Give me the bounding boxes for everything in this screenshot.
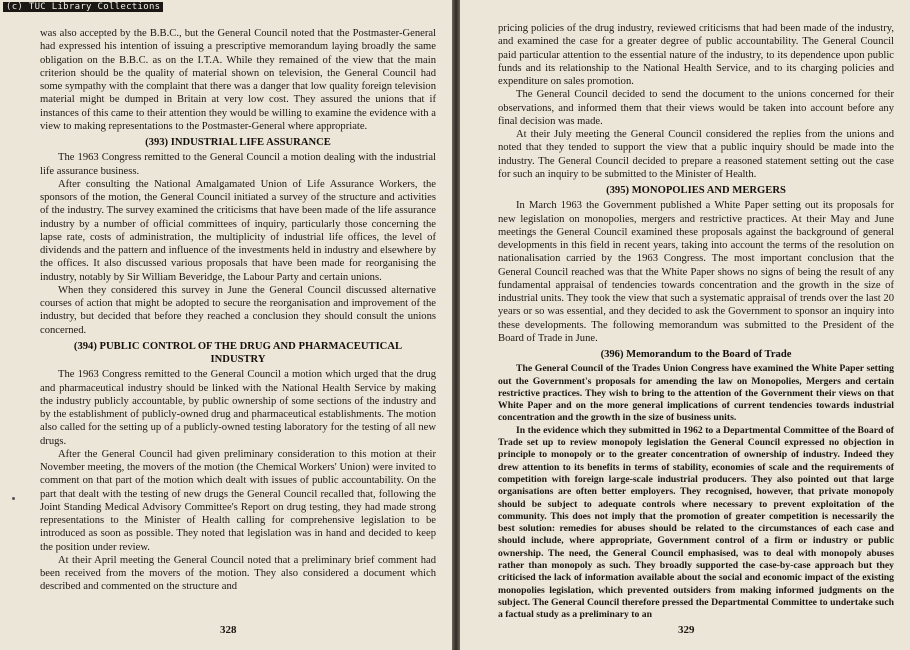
heading-394 bbox=[40, 340, 436, 367]
left-page bbox=[0, 0, 452, 650]
margin-dot bbox=[12, 497, 15, 500]
left-intro-paragraph: was also accepted by the B.B.C., but the General Council noted that the Postmaster-General had expressed his intention of issuing a prescriptive memorandum laying broadly the same obligation on the B.B.C. as on the I.T.A. While they remained of the view that the main criterion should be the quality of material shown on television, the General Council had some sympathy with the complaint that there was a danger that low quality foreign television material might be dumped in Britain at very low cost. They assured the unions that if instances of this came to their attention they would be willing to examine the evidence with a view to making representations to the Postmaster-General where appropriate. bbox=[40, 28, 436, 132]
paragraph-394-1: The 1963 Congress remitted to the General Council a motion which urged that the drug and pharmaceutical industry should be linked with the National Health Service by making the industry publicly accountable, by public ownership of some sections of the industry and by the establishment of publicly-owned drug and pharmaceutical establishments. The motion also called for the setting up of a publicly-owned testing laboratory for the testing of all new drugs. bbox=[40, 369, 436, 447]
heading-393: (393) INDUSTRIAL LIFE ASSURANCE bbox=[145, 137, 331, 148]
right-page bbox=[460, 0, 910, 650]
book-gutter bbox=[452, 0, 460, 650]
copyright-watermark: (c) TUC Library Collections bbox=[3, 2, 163, 12]
paragraph-395-1: In March 1963 the Government published a White Paper setting out its proposals for new legislation on monopolies, mergers and restrictive practices. At their May and June meetings the General Council examined these proposals against the background of general developments in this field in recent years, taking into account the terms of the resolution on nationalisation carried by the 1963 Congress. The most important conclusion that the General Council reached was that the White Paper shows no signs of being the result of any fundamental appraisal of tendencies towards concentration and the growth in the size of industrial units. They took the view that such a systematic appraisal of trends over the last 20 years or so was essential, and they decided to ask the Government to sponsor an inquiry into these developments. The following memorandum was submitted to the President of the Board of Trade in June. bbox=[498, 200, 894, 344]
paragraph-394-5: At their July meeting the General Council considered the replies from the unions and noted that they tended to support the view that a public inquiry should be made into the industry. The General Council decided to prepare a reasoned statement setting out the case for such an inquiry to be submitted to the Minister of Health. bbox=[498, 129, 894, 180]
heading-395: (395) MONOPOLIES AND MERGERS bbox=[606, 185, 786, 196]
paragraph-394-4: The General Council decided to send the document to the unions concerned for their observations, and informed them that their views would be taken into account before any final decision was made. bbox=[498, 89, 894, 127]
memo-paragraph-1: The General Council of the Trades Union Congress have examined the White Paper setting out the Government's proposals for amending the law on Monopolies, Mergers and certain restrictive practices. They wish to bring to the attention of the Government their views on that White Paper and on the more general implications of current tendencies towards industrial concentration and the growth in the size of business units. bbox=[498, 363, 894, 424]
memo-paragraph-2: In the evidence which they submitted in 1962 to a Departmental Committee of the Board of Trade set up to review monopoly legislation the General Council expressed no objection in principle to monopoly or to the greater concentration of ownership of industry. Indeed they drew attention to its benefits in terms of stability, economies of scale and the requirements of competition with foreign large-scale industrial producers. They also pointed out that large organisations are often better employers. They recognised, however, that private monopoly should be subject to adequate controls where necessary to prevent exploitation of the community. This does not imply that the promotion of greater competition is necessarily the best solution: remedies for abuses should be related to the circumstances of each case and should include, where appropriate, Government control of a firm or industry or public ownership. The need, the General Council emphasised, was to deal with monopoly abuses rather than monopoly as such. They broadly supported the case-by-case approach but they criticised the lack of information available about the social and economic impact of the existing monopolies legislation, which prevented outsiders from making informed judgments on the subject. The General Council therefore pressed the Departmental Committee to undertake such a factual study as a preliminary to an bbox=[498, 424, 894, 621]
paragraph-393-3: When they considered this survey in June the General Council discussed alternative courses of action that might be adopted to secure the reorganisation and improvement of the industry, but decided that before they reached a conclusion they should consult the unions concerned. bbox=[40, 284, 436, 336]
right-intro-paragraph: pricing policies of the drug industry, reviewed criticisms that had been made of the industry, and examined the case for a greater degree of public accountability. The General Council paid particular attention to the essential nature of the industry, to its dependence upon public funds and its relationship to the National Health Service, and to its charging policies and expenditure on sales promotion. bbox=[498, 23, 894, 87]
heading-394-line2: INDUSTRY bbox=[210, 354, 266, 365]
heading-394-line1: (394) PUBLIC CONTROL OF THE DRUG AND PHARMACEUTICAL bbox=[73, 340, 403, 352]
left-page-number: 328 bbox=[220, 624, 237, 636]
right-page-number: 329 bbox=[678, 624, 695, 636]
paragraph-394-3: At their April meeting the General Council noted that a preliminary brief comment had been received from the movers of the motion. They also considered a document which described and commented on the structure and bbox=[40, 554, 436, 593]
paragraph-393-2: After consulting the National Amalgamated Union of Life Assurance Workers, the sponsors of the motion, the General Council initiated a survey of the structure and activities of the industry. The survey examined the criticisms that have been made of the life assurance industry by a number of official committees of inquiry, particularly those concerning the lapse rate, costs of administration, the multiplicity of industrial life offices, the level of dividends and the pattern and influence of the investments held in industry and elsewhere by the offices. It also discussed various proposals that have been made for reorganising the industry, notably by Sir William Beveridge, the Labour Party and certain unions. bbox=[40, 178, 436, 283]
paragraph-394-2: After the General Council had given preliminary consideration to this motion at their November meeting, the movers of the motion (the Chemical Workers' Union) were invited to comment on that part of the motion which dealt with issues of public accountability. On the part that dealt with the testing of new drugs the General Council recalled that, following the Joint Standing Medical Advisory Committee's Report on drug testing, they had made strong representations to the Minister of Health calling for comprehensive legislation to be introduced as soon as possible. They noted that legislation was in hand and decided to keep the position under review. bbox=[40, 448, 436, 553]
heading-396: (396) Memorandum to the Board of Trade bbox=[600, 349, 792, 360]
paragraph-393-1: The 1963 Congress remitted to the General Council a motion dealing with the industrial life assurance business. bbox=[40, 152, 436, 177]
